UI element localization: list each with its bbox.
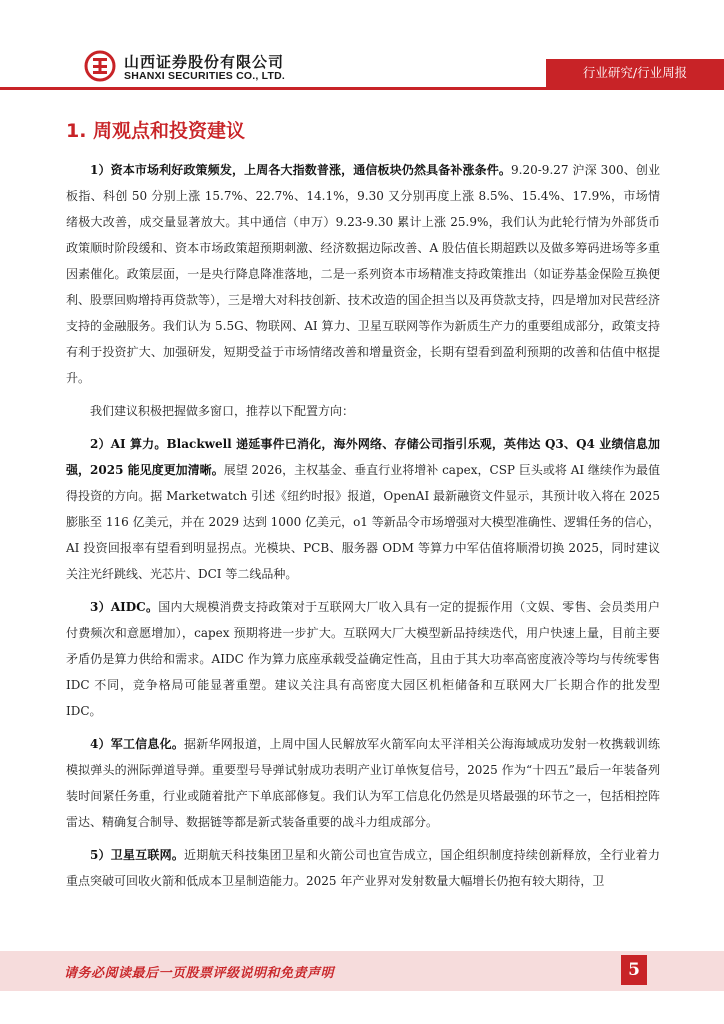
paragraph-lead: 2）AI 算力。Blackwell 递延事件已消化，海外网络、存储公司指引乐观，英伟达 Q3、Q4 业绩信息加强，2025 能见度更加清晰。 [66,437,660,477]
page-header [0,0,724,96]
disclaimer-text: 请务必阅读最后一页股票评级说明和免责声明 [64,966,335,981]
paragraph-lead: 3）AIDC。 [90,600,159,614]
page-number: 5 [621,955,647,985]
paragraph-body: 国内大规模消费支持政策对于互联网大厂收入具有一定的提振作用（文娱、零售、会员类用户付费频次和意愿增加），capex 预期将进一步扩大。互联网大厂大模型新品持续迭代，用户快速上量，目前主要矛盾仍是算力供给和需求。AIDC 作为算力底座承载受益确定性高，且由于其大功率高密度液冷等均与传统零售 IDC 不同，竞争格局可能显著重塑。建议关注具有高密度大园区机柜储备和互联网大厂长期合作的批发型 IDC。 [66,600,660,718]
paragraph-body: 近期航天科技集团卫星和火箭公司也宣告成立，国企组织制度持续创新释放，全行业着力重点突破可回收火箭和低成本卫星制造能力。2025 年产业界对发射数量大幅增长仍抱有较大期待，卫 [66,848,660,888]
paragraph-body: 展望 2026，主权基金、垂直行业将增补 capex，CSP 巨头或将 AI 继续作为最值得投资的方向。据 Marketwatch 引述《纽约时报》报道，OpenAI 最新融资文件显示，其预计收入将在 2025 膨胀至 116 亿美元，并在 2029 达到 1000 亿美元，o1 等新品令市场增强对大模型准确性、逻辑任务的信心，AI 投资回报率有望看到明显拐点。光模块、PCB、服务器 ODM 等算力中军估值将顺滑切换 2025，同时建议关注光纤跳线、光芯片、DCI 等二线品种。 [66,463,660,581]
paragraph-ai-compute [66,431,660,587]
paragraph-military-info [66,731,660,835]
paragraph-body: 9.20-9.27 沪深 300、创业板指、科创 50 分别上涨 15.7%、22.7%、14.1%，9.30 又分别再度上涨 8.5%、15.4%、17.9%，市场情绪极大改善，成交量显著放大。其中通信（申万）9.23-9.30 累计上涨 25.9%，我们认为此轮行情为外部货币政策顺时阶段缓和、资本市场政策超预期刺激、经济数据边际改善、A 股估值长期超跌以及做多筹码进场等多重因素催化。政策层面，一是央行降息降准落地，二是一系列资本市场精准支持政策推出（如证券基金保险互换便利、股票回购增持再贷款等），三是增大对科技创新、技术改造的国企担当以及再贷款支持，四是增加对民营经济支持的金融服务。我们认为 5.5G、物联网、AI 算力、卫星互联网等作为新质生产力的重要组成部分，政策支持有利于投资扩大、加强研发，短期受益于市场情绪改善和增量资金，长期有望看到盈利预期的改善和估值中枢提升。 [66,163,661,385]
paragraph-lead: 5）卫星互联网。 [90,848,185,862]
company-name-cn: 山西证券股份有限公司 [124,53,285,71]
page-footer [0,951,724,991]
paragraph-aidc [66,594,660,724]
paragraph-body: 据新华网报道，上周中国人民解放军火箭军向太平洋相关公海海域成功发射一枚携载训练模拟弹头的洲际弹道导弹。重要型号导弹试射成功表明产业订单恢复信号，2025 作为“十四五”最后一年装备列装时间紧任务重，行业或随着批产下单底部修复。我们认为军工信息化仍然是贝塔最强的环节之一，包括相控阵雷达、精确复合制导、数据链等都是新式装备重要的战斗力组成部分。 [66,737,660,829]
report-type-badge: 行业研究/行业周报 [546,59,724,87]
header-divider [0,87,724,90]
company-name-en: SHANXI SECURITIES CO., LTD. [124,70,285,82]
paragraph-recommendation-intro [66,398,660,424]
paragraph-satellite-internet [66,842,660,894]
company-logo-icon [84,50,116,82]
main-content [66,116,660,901]
paragraph-lead: 4）军工信息化。 [90,737,185,751]
section-title: 1. 周观点和投资建议 [66,120,246,142]
paragraph-policy [66,157,660,391]
paragraph-lead: 1）资本市场利好政策频发，上周各大指数普涨，通信板块仍然具备补涨条件。 [90,163,512,177]
paragraph-body: 我们建议积极把握做多窗口，推荐以下配置方向： [90,404,355,418]
